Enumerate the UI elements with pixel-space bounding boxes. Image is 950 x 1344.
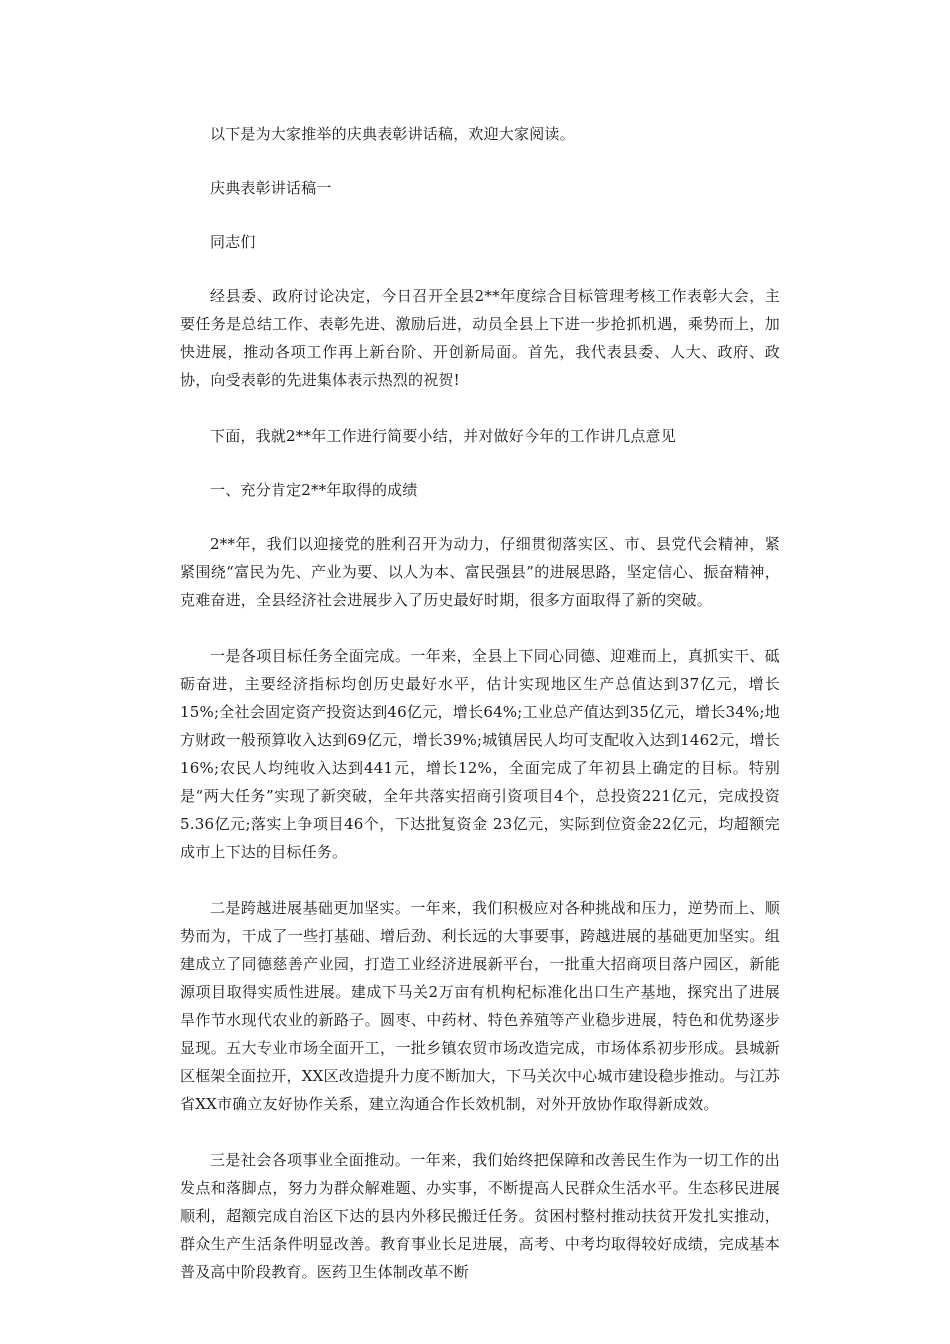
summary-paragraph: 2**年，我们以迎接党的胜利召开为动力，仔细贯彻落实区、市、县党代会精神，紧紧围绕“富民为先、产业为要、以人为本、富民强县”的进展思路，坚定信心、振奋精神，克难奋进，全县经济社会进展步入了历史最好时期，很多方面取得了新的突破。 (180, 535, 780, 609)
section-heading-1: 一、充分肯定2**年取得的成绩 (210, 481, 418, 499)
transition-paragraph: 下面，我就2**年工作进行简要小结，并对做好今年的工作讲几点意见 (210, 427, 676, 445)
achievement-paragraph-2: 二是跨越进展基础更加坚实。一年来，我们积极应对各种挑战和压力，逆势而上、顺势而为，干成了一些打基础、增后劲、利长远的大事要事，跨越进展的基础更加坚实。组建成立了同德慈善产业园，打造工业经济进展新平台，一批重大招商项目落户园区，新能源项目取得实质性进展。建成下马关2万亩有机枸杞标准化出口生产基地，探究出了进展旱作节水现代农业的新路子。圆枣、中药材、特色养殖等产业稳步进展，特色和优势逐步显现。五大专业市场全面开工，一批乡镇农贸市场改造完成，市场体系初步形成。县城新区框架全面拉开，XX区改造提升力度不断加大，下马关次中心城市建设稳步推动。与江苏省XX市确立友好协作关系，建立沟通合作长效机制，对外开放协作取得新成效。 (180, 899, 780, 1113)
salutation: 同志们 (210, 233, 256, 251)
intro-paragraph: 以下是为大家推举的庆典表彰讲话稿，欢迎大家阅读。 (210, 125, 575, 143)
speech-title: 庆典表彰讲话稿一 (210, 179, 332, 197)
document-body (180, 120, 780, 1314)
achievement-paragraph-1: 一是各项目标任务全面完成。一年来，全县上下同心同德、迎难而上，真抓实干、砥砺奋进，主要经济指标均创历史最好水平，估计实现地区生产总值达到37亿元，增长15%;全社会固定资产投资达到46亿元，增长64%;工业总产值达到35亿元，增长34%;地方财政一般预算收入达到69亿元，增长39%;城镇居民人均可支配收入达到1462元，增长16%;农民人均纯收入达到441元，增长12%，全面完成了年初县上确定的目标。特别是“两大任务”实现了新突破，全年共落实招商引资项目4个，总投资221亿元，完成投资5.36亿元;落实上争项目46个，下达批复资金 23亿元，实际到位资金22亿元，均超额完成市上下达的目标任务。 (180, 647, 780, 861)
achievement-paragraph-3: 三是社会各项事业全面推动。一年来，我们始终把保障和改善民生作为一切工作的出发点和落脚点，努力为群众解难题、办实事，不断提高人民群众生活水平。生态移民进展顺利，超额完成自治区下达的县内外移民搬迁任务。贫困村整村推动扶贫开发扎实推动，群众生产生活条件明显改善。教育事业长足进展，高考、中考均取得较好成绩，完成基本普及高中阶段教育。医药卫生体制改革不断 (180, 1151, 780, 1281)
opening-paragraph: 经县委、政府讨论决定，今日召开全县2**年度综合目标管理考核工作表彰大会，主要任务是总结工作、表彰先进、激励后进，动员全县上下进一步抢抓机遇，乘势而上，加快进展，推动各项工作再上新台阶、开创新局面。首先，我代表县委、人大、政府、政协，向受表彰的先进集体表示热烈的祝贺! (180, 287, 780, 389)
